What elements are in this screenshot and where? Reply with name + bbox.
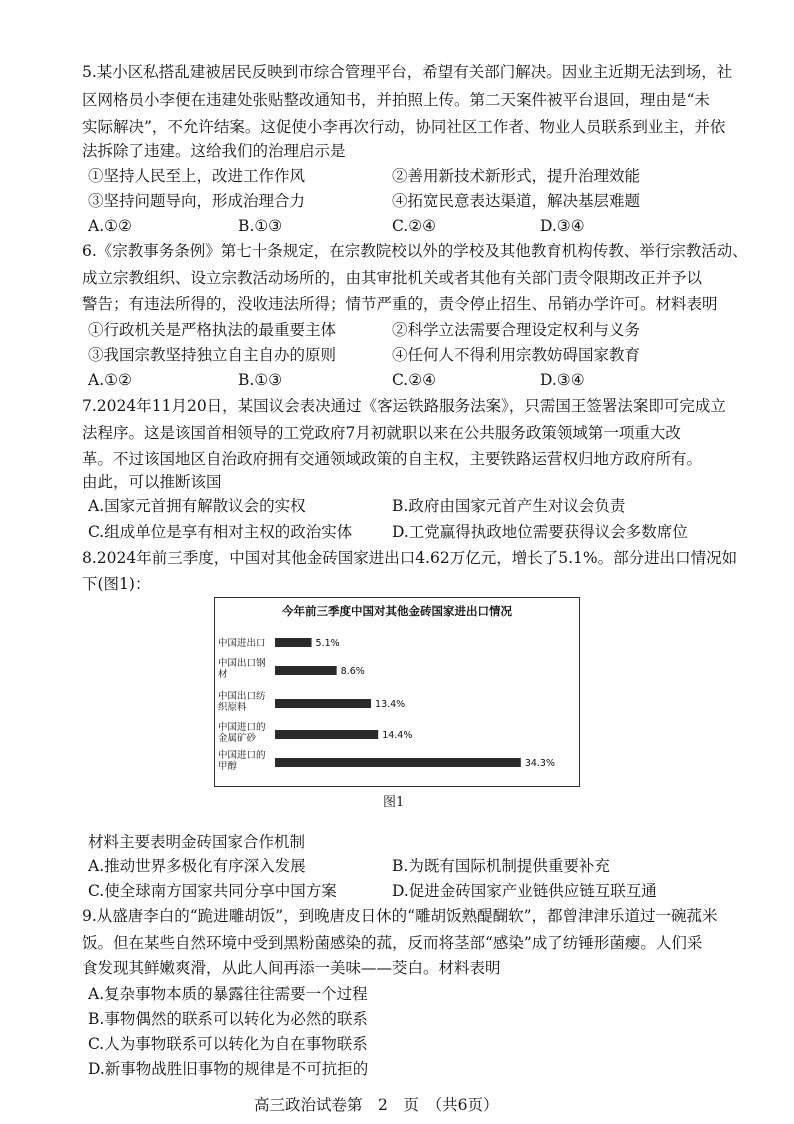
question-5-statement-4: ④拓宽民意表达渠道，解决基层难题: [392, 192, 641, 210]
question-5-option-c: C.②④: [392, 217, 437, 235]
figure-caption: 图1: [383, 795, 405, 810]
category-label: 甲醇: [218, 761, 238, 772]
question-6-option-a: A.①②: [88, 371, 132, 389]
question-6-option-c: C.②④: [392, 371, 437, 389]
question-9-option-a: A.复杂事物本质的暴露往往需要一个过程: [88, 985, 368, 1003]
question-7-option-a: A.国家元首拥有解散议会的实权: [88, 497, 306, 515]
question-5-stem-line: 法拆除了违建。这给我们的治理启示是: [82, 142, 346, 160]
question-6-statement-2: ②科学立法需要合理设定权利与义务: [392, 321, 641, 339]
question-6-stem-line: 成立宗教组织、设立宗教活动场所的，由其审批机关或者其他有关部门责令限期改正并予以: [82, 269, 703, 287]
question-7-stem-line: 法程序。这是该国首相领导的工党政府7月初就职以来在公共服务政策领域第一项重大改: [82, 424, 681, 442]
category-label: 材: [218, 669, 228, 680]
figure-1-chart: [214, 597, 580, 787]
question-6-option-b: B.①③: [238, 371, 283, 389]
question-8-option-c: C.使全球南方国家共同分享中国方案: [88, 882, 337, 900]
category-label: 中国出口纺: [218, 691, 266, 702]
bar-chart-svg: [215, 598, 579, 786]
question-6-stem-line: 警告；有违法所得的，没收违法所得；情节严重的，责令停止招生、吊销办学许可。材料表明: [82, 295, 718, 313]
category-label: 金属矿砂: [218, 733, 257, 744]
question-5-option-a: A.①②: [88, 217, 132, 235]
question-5-statement-2: ②善用新技术新形式，提升治理效能: [392, 167, 641, 185]
question-7-option-d: D.工党赢得执政地位需要获得议会多数席位: [392, 523, 688, 541]
question-5-statement-3: ③坚持问题导向，形成治理合力: [88, 192, 306, 210]
question-8-stem-line: 下(图1)：: [82, 575, 151, 593]
question-5-statement-1: ①坚持人民至上，改进工作作风: [88, 167, 306, 185]
category-label: 织原料: [218, 702, 247, 713]
category-label: 中国出口钢: [218, 658, 266, 669]
question-9-stem-line: 饭。但在某些自然环境中受到黑粉菌感染的菰，反而将茎部“感染”成了纺锤形菌瘿。人们采: [82, 934, 703, 952]
category-label: 中国进出口: [218, 638, 266, 649]
question-9-stem-line: 食发现其鲜嫩爽滑，从此人间再添一美味——茭白。材料表明: [82, 959, 501, 977]
bar: [275, 666, 337, 675]
question-7-option-c: C.组成单位是享有相对主权的政治实体: [88, 523, 353, 541]
question-9-option-b: B.事物偶然的联系可以转化为必然的联系: [88, 1010, 368, 1028]
bar: [275, 699, 371, 708]
question-8-option-d: D.促进金砖国家产业链供应链互联互通: [392, 882, 657, 900]
category-label: 中国进口的: [218, 722, 266, 733]
bar: [275, 758, 521, 767]
question-5-stem-line: 实际解决”，不允许结案。这促使小李再次行动，协同社区工作者、物业人员联系到业主，并依: [82, 118, 726, 136]
question-5-option-d: D.③④: [540, 217, 585, 235]
question-8-stem-line: 8.2024年前三季度，中国对其他金砖国家进出口4.62万亿元，增长了5.1%。部分进出口情况如: [82, 549, 738, 567]
question-6-statement-4: ④任何人不得利用宗教妨碍国家教育: [392, 346, 641, 364]
question-7-stem-line: 7.2024年11月20日，某国议会表决通过《客运铁路服务法案》，只需国王签署法案即可完成立: [82, 397, 726, 415]
question-7-stem-line: 革。不过该国地区自治政府拥有交通领域政策的自主权，主要铁路运营权归地方政府所有。: [82, 450, 703, 468]
question-5-stem-line: 区网格员小李便在违建处张贴整改通知书，并拍照上传。第二天案件被平台退回，理由是“未: [82, 91, 710, 109]
question-6-statement-3: ③我国宗教坚持独立自主自办的原则: [88, 346, 337, 364]
bar-value-label: 14.4%: [382, 730, 413, 741]
chart-title: 今年前三季度中国对其他金砖国家进出口情况: [282, 604, 512, 618]
page-footer: 高三政治试卷第 2 页 （共6页）: [254, 1096, 499, 1114]
bar: [275, 730, 378, 739]
question-9-option-d: D.新事物战胜旧事物的规律是不可抗拒的: [88, 1060, 369, 1078]
question-7-stem-line: 由此，可以推断该国: [82, 473, 222, 491]
bar-value-label: 13.4%: [375, 699, 406, 710]
bar: [275, 638, 312, 647]
question-6-option-d: D.③④: [540, 371, 585, 389]
question-7-option-b: B.政府由国家元首产生对议会负责: [392, 497, 626, 515]
question-8-stem-after: 材料主要表明金砖国家合作机制: [88, 833, 306, 851]
question-9-option-c: C.人为事物联系可以转化为自在事物联系: [88, 1035, 368, 1053]
bar-value-label: 5.1%: [315, 638, 340, 649]
bar-value-label: 34.3%: [524, 758, 556, 769]
question-6-statement-1: ①行政机关是严格执法的最重要主体: [88, 321, 337, 339]
bar-value-label: 8.6%: [340, 666, 365, 677]
question-5-stem-line: 5.某小区私搭乱建被居民反映到市综合管理平台，希望有关部门解决。因业主近期无法到场，社: [82, 63, 733, 81]
question-9-stem-line: 9.从盛唐李白的“跪进雕胡饭”，到晚唐皮日休的“雕胡饭熟醍醐软”，都曾津津乐道过一碗菰米: [82, 907, 718, 925]
category-label: 中国进口的: [218, 750, 266, 761]
question-8-option-b: B.为既有国际机制提供重要补充: [392, 857, 610, 875]
question-6-stem-line: 6.《宗教事务条例》第七十条规定，在宗教院校以外的学校及其他教育机构传教、举行宗教活动、: [82, 242, 748, 260]
question-8-option-a: A.推动世界多极化有序深入发展: [88, 857, 306, 875]
question-5-option-b: B.①③: [238, 217, 283, 235]
